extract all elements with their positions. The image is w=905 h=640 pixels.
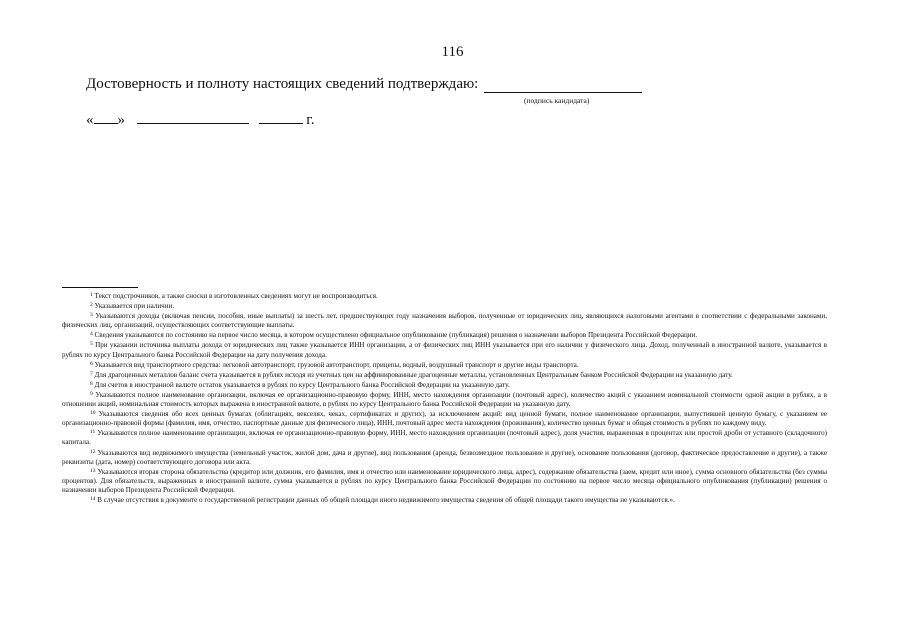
footnote: [62, 301, 827, 311]
footnote-text: Указываются вид недвижимого имущества (земельный участок, жилой дом, дача и другие), вид пользования (аренда, безвозмездное пользование и другие), основание пользования (договор, фактическое предоставление и другие), а также реквизиты (дата, номер) соответствующего договора или акта.: [62, 448, 827, 466]
footnote-text: Сведения указываются по состоянию на первое число месяца, в котором осуществлено официальное опубликование (публикация) решения о назначении выборов Президента Российской Федерации.: [94, 331, 698, 340]
footnote-separator: [62, 287, 138, 288]
footnote-text: Указываются полное наименование организации, включая ее организационно-правовую форму, ИНН, место нахождения организации (почтовый адрес), доля участия, выраженная в процентах или простой дроби от уставного (складочного) капитала.: [62, 429, 827, 447]
footnote-number: 7: [90, 370, 93, 377]
footnote-text: Для счетов в иностранной валюте остаток указывается в рублях по курсу Центрального банка Российской Федерации на указанную дату.: [94, 380, 510, 389]
year-suffix: г.: [306, 112, 315, 128]
date-open-quote: «: [86, 112, 94, 128]
footnote: [62, 340, 827, 359]
footnote: [62, 390, 827, 409]
footnote-number: 11: [90, 429, 96, 436]
date-line: [86, 111, 314, 129]
signature-line[interactable]: [484, 92, 642, 93]
footnote: [62, 330, 827, 340]
footnote-number: 9: [90, 390, 93, 397]
footnote-text: В случае отсутствия в документе о государственной регистрации данных об общей площади иного недвижимого имущества сведения об общей площади такого имущества не указываются.».: [97, 495, 675, 504]
date-close-quote: »: [117, 112, 125, 128]
footnote-number: 5: [90, 341, 93, 348]
footnote-number: 4: [90, 331, 93, 338]
footnotes: [62, 291, 827, 505]
month-blank[interactable]: [137, 111, 249, 124]
footnote-text: При указании источника выплаты дохода от юридических лиц также указывается ИНН организации, а от физических лиц ИНН указывается при его наличии у физического лица. Доход, полученный в иностранной валюте, указывается в рублях по курсу Центрального банка Российской Федерации на дату получения дохода.: [62, 341, 827, 359]
footnote-number: 6: [90, 360, 93, 367]
footnote: [62, 428, 827, 447]
footnote-text: Текст подстрочников, а также сноски в изготовленных сведениях могут не воспроизводиться.: [94, 292, 378, 300]
footnote-text: Указывается при наличии.: [94, 302, 175, 311]
footnote-text: Указываются вторая сторона обязательства (кредитор или должник, его фамилия, имя и отчество или наименование юридического лица, адрес), содержание обязательства (заем, кредит или иное), сумма основного обязательства (без суммы процентов). Для обязательств, выраженных в иностранной валюте, сумма указывается в рублях по курсу Центрального банка Российской Федерации по состоянию на первое число месяца официального опубликования (публикации) решения о назначении выборов Президента Российской Федерации.: [62, 467, 827, 494]
footnote-number: 14: [90, 495, 96, 502]
day-blank[interactable]: [94, 111, 118, 124]
footnote: [62, 409, 827, 428]
footnote: [62, 360, 827, 370]
footnote: [62, 291, 827, 301]
footnote-number: 8: [90, 380, 93, 387]
footnote-number: 3: [90, 312, 93, 319]
footnote: [62, 495, 827, 505]
footnote-number: 12: [90, 448, 96, 455]
footnote: [62, 370, 827, 380]
footnote-number: 13: [90, 467, 96, 474]
year-blank[interactable]: [259, 111, 303, 124]
footnote: [62, 467, 827, 495]
footnote: [62, 380, 827, 390]
footnote-number: 10: [90, 410, 96, 417]
footnote: [62, 311, 827, 330]
page-number: 116: [441, 44, 464, 60]
footnote-number: 2: [90, 302, 93, 309]
footnote-text: Указываются сведения обо всех ценных бумагах (облигациях, векселях, чеках, сертификатах и других), за исключением акций: вид ценной бумаги, полное наименование организации, выпустившей ценную бумагу, с указанием ее организационно-правовой формы (фамилия, имя, отчество, паспортные данные для физического лица), ИНН, почтовый адрес места нахождения (проживания), количество ценных бумаг и общая стоимость в рублях по каждому виду.: [62, 410, 827, 428]
footnote-number: 1: [90, 292, 93, 298]
footnote-text: Указываются доходы (включая пенсии, пособия, иные выплаты) за шесть лет, предшествующих году назначения выборов, полученные от юридических лиц, являющихся налоговыми агентами в соответствии с федеральными законами, физических лиц, организаций, осуществляющих соответствующие выплаты.: [62, 312, 827, 330]
footnote: [62, 448, 827, 467]
confirmation-text: Достоверность и полноту настоящих сведений подтверждаю:: [86, 76, 479, 92]
footnote-text: Указывается вид транспортного средства: легковой автотранспорт, грузовой автотранспорт, прицепы, водный, воздушный транспорт и другие виды транспорта.: [94, 360, 579, 369]
signature-caption: (подпись кандидата): [524, 96, 590, 105]
footnote-text: Для драгоценных металлов баланс счета указывается в рублях исходя из учетных цен на аффинированные драгоценные металлы, установленных Центральным банком Российской Федерации на указанную дату.: [94, 370, 733, 379]
footnote-text: Указываются полное наименование организации, включая ее организационно-правовую форму, ИНН, место нахождения организации (почтовый адрес), количество акций с указанием номинальной стоимости одной акции в рублях, а в отношении акций, номинальная стоимость которых выражена в иностранной валюте, в рублях по курсу Центрального банка Российской Федерации на указанную дату.: [62, 390, 827, 409]
